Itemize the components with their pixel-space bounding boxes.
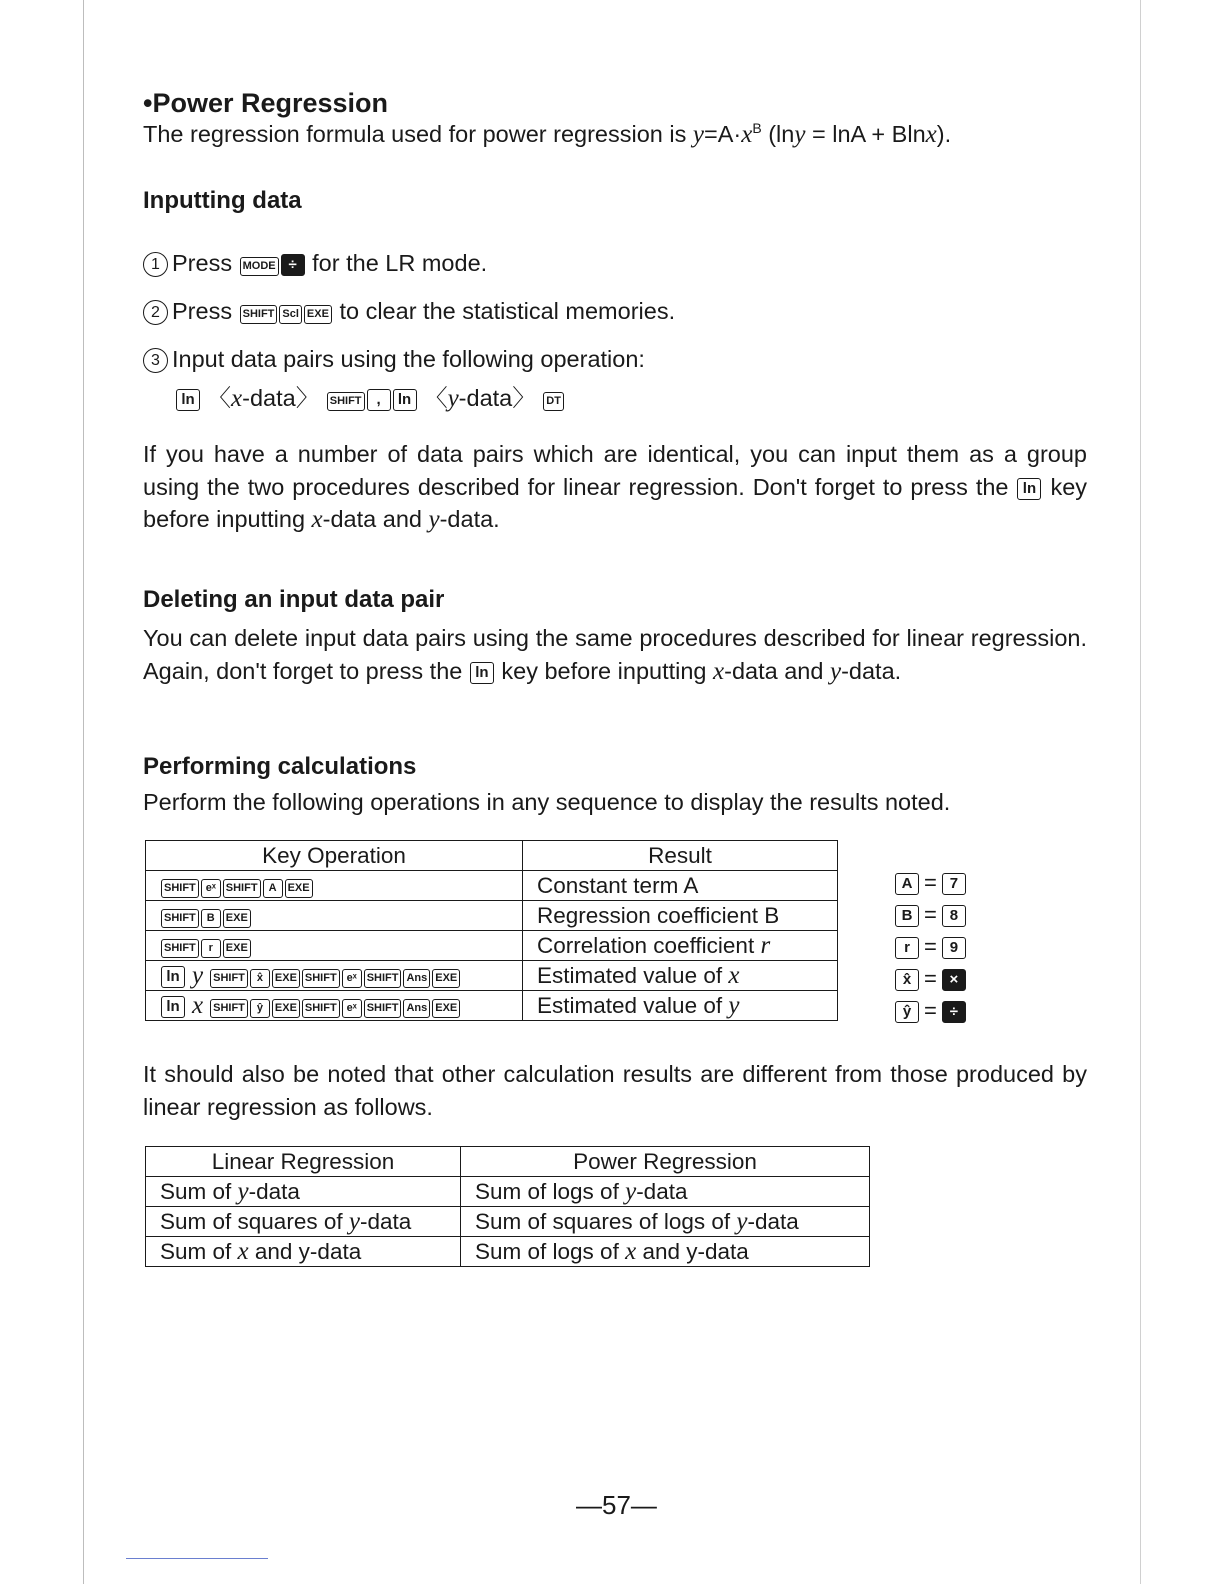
equals-sign: = xyxy=(924,966,937,991)
calculator-key-icon: A xyxy=(895,873,919,895)
calculator-key-icon: 9 xyxy=(942,937,966,959)
calculator-key-icon: eˣ xyxy=(342,999,362,1018)
table-header: Result xyxy=(523,841,838,871)
key-operation-cell xyxy=(146,901,523,931)
calculator-key-icon: x̂ xyxy=(895,969,919,991)
result-text: Constant term A xyxy=(537,872,699,898)
linear-regression-cell: Sum of x and y-data xyxy=(146,1237,461,1267)
calculator-key-icon: r xyxy=(895,937,919,959)
calculator-key-icon: B xyxy=(895,905,919,927)
ln-key-icon: ln xyxy=(393,389,417,411)
comma-key-icon: , xyxy=(367,389,391,411)
calculator-key-icon: EXE xyxy=(272,999,300,1018)
ln-key-icon: ln xyxy=(161,966,185,988)
identical-pairs-note: If you have a number of data pairs which are identical, you can input them as a group using the two procedures described for linear regression. Don't forget to press the ln key before inputting x-data and y-data. xyxy=(143,441,1088,533)
calculator-key-icon: eˣ xyxy=(201,879,221,898)
input-operation: ln 〈x-data〉 SHIFT , ln 〈y-data〉 DT xyxy=(175,379,565,413)
key-operation-table xyxy=(145,840,838,1021)
calculator-key-icon: A xyxy=(263,879,283,898)
calculator-key-icon: SHIFT xyxy=(161,909,199,928)
ln-key-icon: ln xyxy=(176,389,200,411)
calculator-key-icon: B xyxy=(201,909,221,928)
exe-key-icon: EXE xyxy=(304,305,332,324)
calculator-key-icon: SHIFT xyxy=(210,969,248,988)
step-2: 2 Press SHIFT Scl EXE to clear the statistical memories. xyxy=(143,298,675,325)
key-equivalent xyxy=(894,902,967,928)
result-cell xyxy=(523,991,838,1021)
table-row xyxy=(146,871,838,901)
calculator-key-icon: EXE xyxy=(223,939,251,958)
power-regression-cell: Sum of logs of x and y-data xyxy=(461,1237,870,1267)
result-text: Correlation coefficient xyxy=(537,932,761,958)
deleting-text: You can delete input data pairs using the same procedures described for linear regression. Again, don't forget to press the ln key before inputting x-data and y-data. xyxy=(143,625,1087,685)
table-row xyxy=(146,961,838,991)
key-operation-cell xyxy=(146,871,523,901)
key-equivalent xyxy=(894,966,967,992)
scan-edge-left xyxy=(83,0,84,1584)
result-cell xyxy=(523,961,838,991)
calculator-key-icon: ÷ xyxy=(942,1001,966,1023)
key-operation-cell xyxy=(146,961,523,991)
calculator-key-icon: EXE xyxy=(432,999,460,1018)
intro-formula: The regression formula used for power regression is $y=A\cdot x^B$ (lny = lnA + Blnx). xyxy=(143,120,952,148)
calculator-key-icon: × xyxy=(942,969,966,991)
scl-key-icon: Scl xyxy=(279,305,302,324)
mode-key-icon: MODE xyxy=(240,257,279,276)
calculator-key-icon: SHIFT xyxy=(223,879,261,898)
result-text: Estimated value of xyxy=(537,962,729,988)
key-equivalent xyxy=(894,998,967,1024)
calculator-key-icon: 8 xyxy=(942,905,966,927)
dt-key-icon: DT xyxy=(543,392,564,411)
calculator-key-icon: SHIFT xyxy=(364,969,402,988)
calculator-key-icon: x̂ xyxy=(250,969,270,988)
calculator-key-icon: SHIFT xyxy=(161,879,199,898)
calculator-key-icon: EXE xyxy=(285,879,313,898)
key-equivalent xyxy=(894,934,967,960)
performing-text: Perform the following operations in any sequence to display the results noted. xyxy=(143,789,951,815)
result-text: Estimated value of xyxy=(537,992,729,1018)
table-header: Key Operation xyxy=(146,841,523,871)
step-3: 3 Input data pairs using the following operation: xyxy=(143,346,645,373)
calculator-key-icon: SHIFT xyxy=(302,969,340,988)
table-row xyxy=(146,1177,870,1207)
calculator-key-icon: Ans xyxy=(403,969,430,988)
key-operation-cell xyxy=(146,931,523,961)
result-cell xyxy=(523,901,838,931)
calculator-key-icon: SHIFT xyxy=(210,999,248,1018)
calculator-key-icon: EXE xyxy=(432,969,460,988)
variable: y xyxy=(728,991,740,1019)
section-title: •Power Regression xyxy=(143,88,389,118)
page-number: —57— xyxy=(576,1490,657,1520)
table-row xyxy=(146,1207,870,1237)
ln-key-icon: ln xyxy=(470,662,494,684)
calculator-key-icon: ŷ xyxy=(895,1001,919,1023)
ln-key-icon: ln xyxy=(161,996,185,1018)
variable: y xyxy=(192,961,204,989)
calculator-key-icon: r xyxy=(201,939,221,958)
equals-sign: = xyxy=(924,934,937,959)
table-row xyxy=(146,991,838,1021)
step-1: 1 Press MODE ÷ for the LR mode. xyxy=(143,250,487,277)
power-regression-cell: Sum of squares of logs of y-data xyxy=(461,1207,870,1237)
power-regression-cell: Sum of logs of y-data xyxy=(461,1177,870,1207)
ln-key-icon: ln xyxy=(1017,478,1041,500)
calculator-key-icon: EXE xyxy=(223,909,251,928)
calculator-key-icon: SHIFT xyxy=(302,999,340,1018)
equals-sign: = xyxy=(924,902,937,927)
calculator-key-icon: 7 xyxy=(942,873,966,895)
equals-sign: = xyxy=(924,998,937,1023)
scan-edge-bottom xyxy=(126,1558,268,1559)
shift-key-icon: SHIFT xyxy=(327,392,365,411)
comparison-table xyxy=(145,1146,870,1267)
linear-regression-cell: Sum of squares of y-data xyxy=(146,1207,461,1237)
variable: x xyxy=(728,961,740,989)
differences-text: It should also be noted that other calculation results are different from those produced by linear regression as follows. xyxy=(143,1061,1087,1120)
result-cell xyxy=(523,931,838,961)
variable: r xyxy=(760,931,771,959)
variable: x xyxy=(192,991,204,1019)
calculator-key-icon: Ans xyxy=(403,999,430,1018)
table-header: Linear Regression xyxy=(146,1147,461,1177)
table-row xyxy=(146,931,838,961)
heading-performing: Performing calculations xyxy=(143,753,417,780)
calculator-key-icon: SHIFT xyxy=(161,939,199,958)
table-row xyxy=(146,1237,870,1267)
heading-deleting: Deleting an input data pair xyxy=(143,586,445,613)
shift-key-icon: SHIFT xyxy=(240,305,278,324)
calculator-key-icon: eˣ xyxy=(342,969,362,988)
key-operation-cell xyxy=(146,991,523,1021)
table-header: Power Regression xyxy=(461,1147,870,1177)
calculator-key-icon: SHIFT xyxy=(364,999,402,1018)
calculator-key-icon: ŷ xyxy=(250,999,270,1018)
linear-regression-cell: Sum of y-data xyxy=(146,1177,461,1207)
result-cell xyxy=(523,871,838,901)
table-row xyxy=(146,901,838,931)
equals-sign: = xyxy=(924,870,937,895)
divide-key-icon: ÷ xyxy=(281,254,305,276)
key-equivalent xyxy=(894,870,967,896)
scan-edge-right xyxy=(1140,0,1141,1584)
heading-inputting-data: Inputting data xyxy=(143,187,302,214)
calculator-key-icon: EXE xyxy=(272,969,300,988)
result-text: Regression coefficient B xyxy=(537,902,780,928)
